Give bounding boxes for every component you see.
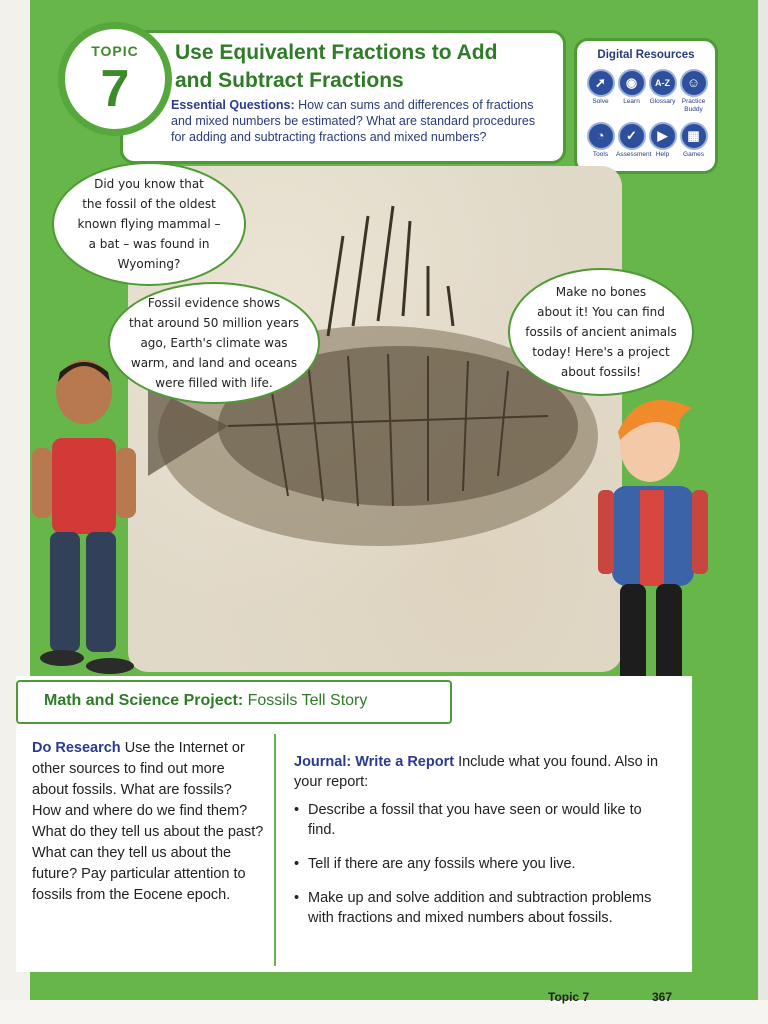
footer-page-number: 367	[652, 990, 673, 1004]
rocket-icon: ➚	[587, 69, 615, 97]
play-icon: ▶	[649, 122, 677, 150]
practice-buddy-icon: ☺	[680, 69, 708, 97]
journal-bullet: • Tell if there are any fossils where you live.	[294, 854, 670, 874]
bubble-line: warm, and land and oceans	[130, 356, 298, 370]
speech-bubble-project	[508, 268, 694, 396]
digital-resource-label: Glossary	[649, 98, 676, 105]
games-icon: ▦	[680, 122, 708, 150]
bubble-line: Did you know that	[94, 177, 204, 191]
digital-resource-games[interactable]	[678, 122, 709, 159]
essential-questions	[171, 97, 553, 145]
journal-bullet: • Make up and solve addition and subtraction problems with fractions and mixed numbers about fossils.	[294, 888, 670, 928]
digital-resource-solve[interactable]	[585, 69, 616, 114]
glossary-icon: A-Z	[649, 69, 677, 97]
journal-text: Include what you found. Also in your report:	[294, 754, 659, 790]
bubble-line: about fossils!	[560, 365, 642, 379]
bubble-line: today! Here's a project	[532, 345, 670, 359]
digital-resource-label: Practice Buddy	[681, 98, 706, 113]
digital-resource-label: Solve	[592, 98, 609, 105]
do-research-text: Use the Internet or other sources to find out more about fossils. What are fossils? How and where do we find them? What do they tell us about the past? What can they tell us about the future? Pay particular attention to fossils from the Eocene epoch.	[32, 740, 264, 903]
tools-icon: ◔	[587, 122, 615, 150]
boy-character-left	[22, 352, 146, 682]
bubble-line: fossils of ancient animals	[525, 325, 677, 339]
bubble-line: that around 50 million years	[128, 316, 300, 330]
bubble-line: the fossil of the oldest	[82, 197, 216, 211]
topic-badge	[58, 22, 172, 136]
digital-resource-label: Help	[655, 151, 670, 158]
bubble-line: Fossil evidence shows	[147, 296, 281, 310]
do-research-label: Do Research	[32, 740, 121, 756]
title-line-2: and Subtract Fractions	[175, 69, 404, 92]
digital-resource-label: Games	[683, 151, 704, 158]
journal-intro	[294, 752, 670, 792]
digital-resources-panel	[574, 38, 718, 174]
digital-resources-grid	[585, 69, 709, 159]
digital-resource-label: Learn	[623, 98, 640, 105]
bubble-line: about it! You can find	[537, 305, 665, 319]
essential-questions-text: How can sums and differences of fractions and mixed numbers be estimated? What are standard procedures for adding and subtracting fractions and mixed numbers?	[171, 98, 536, 144]
boy-character-right	[580, 390, 710, 720]
bubble-line: known flying mammal –	[77, 217, 221, 231]
digital-resource-assessment[interactable]	[616, 122, 652, 159]
bubble-line: Make no bones	[555, 285, 647, 299]
journal-label: Journal: Write a Report	[294, 754, 455, 770]
digital-resource-practice-buddy[interactable]	[678, 69, 709, 114]
essential-questions-label: Essential Questions:	[171, 98, 295, 112]
digital-resource-help[interactable]	[647, 122, 678, 159]
digital-resource-glossary[interactable]	[647, 69, 678, 114]
topic-label: TOPIC	[91, 43, 139, 59]
topic-number: 7	[100, 60, 130, 118]
column-divider	[274, 734, 276, 966]
speech-bubble-bat	[52, 162, 246, 286]
digital-resource-learn[interactable]	[616, 69, 647, 114]
project-banner	[16, 680, 452, 724]
digital-resource-tools[interactable]	[585, 122, 616, 159]
bubble-line: a bat – was found in	[88, 237, 210, 251]
project-title-rest: Fossils Tell Story	[247, 692, 368, 709]
digital-resource-label: Assessment	[616, 151, 652, 158]
check-icon: ✓	[618, 122, 646, 150]
footer-topic: Topic 7	[548, 990, 590, 1004]
digital-resources-title: Digital Resources	[597, 49, 695, 61]
journal-column	[294, 752, 670, 928]
title-line-1: Use Equivalent Fractions to Add	[175, 41, 498, 64]
project-title-bold: Math and Science Project:	[44, 692, 244, 709]
eye-icon: ◉	[618, 69, 646, 97]
header-box	[120, 30, 566, 164]
fish-spines	[328, 206, 453, 336]
do-research-column	[32, 738, 264, 906]
project-title	[44, 692, 367, 710]
journal-bullet: • Describe a fossil that you have seen or would like to find.	[294, 800, 670, 840]
bubble-line: ago, Earth's climate was	[140, 336, 288, 350]
digital-resource-label: Tools	[592, 151, 609, 158]
bubble-line: were filled with life.	[155, 376, 273, 390]
bubble-line: Wyoming?	[117, 257, 181, 271]
